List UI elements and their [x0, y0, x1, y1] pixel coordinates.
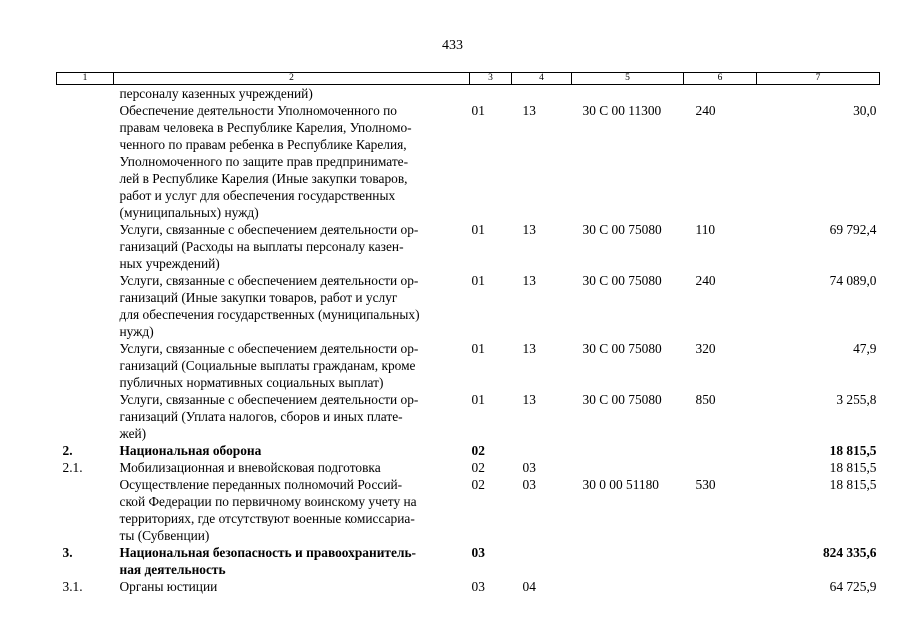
row-expense-type — [684, 442, 757, 459]
row-name: Национальная оборона — [119, 443, 262, 458]
row-section-code: 02 — [471, 477, 485, 492]
table-row — [57, 544, 880, 578]
table-row — [57, 272, 880, 340]
row-amount — [757, 85, 880, 103]
row-amount: 74 089,0 — [829, 273, 877, 288]
row-expense-type — [684, 544, 757, 578]
budget-table — [56, 72, 880, 595]
row-section-code: 01 — [471, 341, 485, 356]
column-header-2: 2 — [114, 73, 470, 85]
column-header-1: 1 — [57, 73, 114, 85]
row-target-article — [572, 578, 684, 595]
row-number — [57, 340, 114, 391]
row-target-article: 30 С 00 75080 — [582, 273, 662, 288]
row-expense-type — [684, 578, 757, 595]
row-number — [57, 272, 114, 340]
row-name: Обеспечение деятельности Уполномоченного по правам человека в Республике Карелия, Уполномо- ченного по правам ребенка в Республике Карелия, Уполномоченного по защите прав предпринимате- лей в Республике Карелия (Иные закупки товаров, работ и услуг для обеспечения государственных (муниципальных) нужд) — [119, 103, 412, 220]
table-body — [57, 85, 880, 596]
row-number: 2.1. — [62, 460, 83, 475]
column-header-3: 3 — [470, 73, 512, 85]
row-target-article: 30 С 00 75080 — [582, 341, 662, 356]
row-section-code: 03 — [471, 545, 485, 560]
row-name: Осуществление переданных полномочий Россий- ской Федерации по первичному воинскому учету на территориях, где отсутствуют военные комиссариа- ты (Субвенции) — [119, 477, 417, 543]
row-expense-type — [684, 459, 757, 476]
row-name: Услуги, связанные с обеспечением деятельности ор- ганизаций (Социальные выплаты гражданам, кроме публичных нормативных социальных выплат) — [119, 341, 419, 390]
row-name: Национальная безопасность и правоохранитель- ная деятельность — [119, 545, 416, 577]
table-row — [57, 476, 880, 544]
row-name: персоналу казенных учреждений) — [119, 86, 313, 101]
row-number — [57, 476, 114, 544]
row-target-article — [572, 442, 684, 459]
row-number — [57, 102, 114, 221]
row-section-code: 02 — [471, 443, 485, 458]
table-row — [57, 340, 880, 391]
row-target-article: 30 С 00 75080 — [582, 392, 662, 407]
row-amount: 824 335,6 — [822, 545, 877, 560]
row-expense-type: 110 — [695, 222, 716, 237]
row-subsection-code: 03 — [522, 460, 536, 475]
row-amount: 47,9 — [853, 341, 877, 356]
row-number — [57, 221, 114, 272]
row-subsection-code: 13 — [522, 341, 536, 356]
header-row — [57, 73, 880, 85]
row-subsection-code: 13 — [522, 392, 536, 407]
row-amount: 30,0 — [853, 103, 877, 118]
row-target-article: 30 С 00 75080 — [582, 222, 662, 237]
row-name: Услуги, связанные с обеспечением деятельности ор- ганизаций (Иные закупки товаров, работ и услуг для обеспечения государственных (муниципальных) нужд) — [119, 273, 420, 339]
row-expense-type: 240 — [695, 273, 716, 288]
row-expense-type — [684, 85, 757, 103]
row-subsection-code — [512, 544, 572, 578]
row-subsection-code: 03 — [522, 477, 536, 492]
row-subsection-code: 13 — [522, 103, 536, 118]
row-section-code — [470, 85, 512, 103]
row-expense-type: 530 — [695, 477, 716, 492]
column-header-5: 5 — [572, 73, 684, 85]
row-number: 2. — [62, 443, 73, 458]
column-header-4: 4 — [512, 73, 572, 85]
row-amount: 18 815,5 — [829, 460, 877, 475]
table-row — [57, 85, 880, 103]
row-amount: 69 792,4 — [829, 222, 877, 237]
row-subsection-code — [512, 85, 572, 103]
row-amount: 3 255,8 — [836, 392, 877, 407]
row-section-code: 02 — [471, 460, 485, 475]
row-name: Органы юстиции — [119, 579, 218, 594]
page-number: 433 — [442, 38, 463, 53]
row-subsection-code: 13 — [522, 273, 536, 288]
row-section-code: 01 — [471, 392, 485, 407]
row-target-article — [572, 544, 684, 578]
row-name: Услуги, связанные с обеспечением деятельности ор- ганизаций (Расходы на выплаты персоналу казен- ных учреждений) — [119, 222, 419, 271]
row-subsection-code: 13 — [522, 222, 536, 237]
row-number: 3.1. — [62, 579, 83, 594]
row-subsection-code: 04 — [522, 579, 536, 594]
row-section-code: 01 — [471, 222, 485, 237]
row-target-article — [572, 85, 684, 103]
row-target-article: 30 С 00 11300 — [582, 103, 662, 118]
row-section-code: 01 — [471, 273, 485, 288]
row-name: Мобилизационная и вневойсковая подготовка — [119, 460, 381, 475]
row-number: 3. — [62, 545, 73, 560]
row-section-code: 03 — [471, 579, 485, 594]
row-target-article: 30 0 00 51180 — [582, 477, 659, 492]
row-amount: 18 815,5 — [829, 443, 877, 458]
table-row — [57, 459, 880, 476]
column-header-6: 6 — [684, 73, 757, 85]
row-number — [57, 391, 114, 442]
row-amount: 18 815,5 — [829, 477, 877, 492]
row-expense-type: 320 — [695, 341, 716, 356]
row-number — [57, 85, 114, 103]
row-target-article — [572, 459, 684, 476]
table-row — [57, 102, 880, 221]
table-row — [57, 442, 880, 459]
row-section-code: 01 — [471, 103, 485, 118]
row-expense-type: 240 — [695, 103, 716, 118]
row-amount: 64 725,9 — [829, 579, 877, 594]
row-subsection-code — [512, 442, 572, 459]
table-header — [57, 73, 880, 85]
row-expense-type: 850 — [695, 392, 716, 407]
table-row — [57, 391, 880, 442]
column-header-7: 7 — [757, 73, 880, 85]
row-name: Услуги, связанные с обеспечением деятельности ор- ганизаций (Уплата налогов, сборов и иных плате- жей) — [119, 392, 419, 441]
table-row — [57, 221, 880, 272]
table-row — [57, 578, 880, 595]
